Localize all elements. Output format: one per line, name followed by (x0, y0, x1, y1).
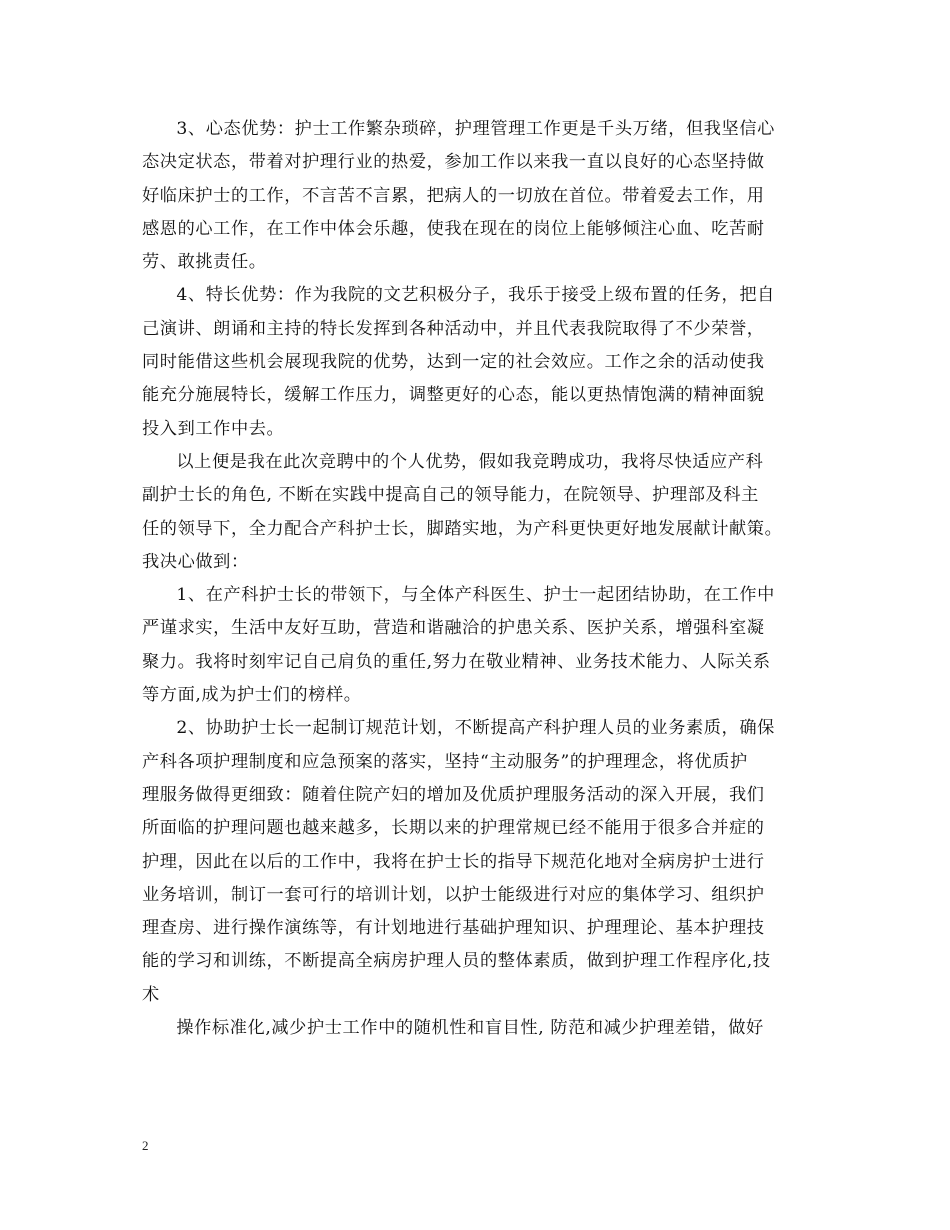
text-line: 1、在产科护士长的带领下，与全体产科医生、护士一起团结协助，在工作中 (176, 585, 775, 606)
text-line: 己演讲、朗诵和主持的特长发挥到各种活动中，并且代表我院取得了不少荣誉， (142, 318, 765, 339)
text-line: 任的领导下，全力配合产科护士长，脚踏实地，为产科更快更好地发展献计献策。 (142, 518, 783, 539)
paragraph-talent-advantage (142, 279, 824, 445)
paragraph-continuation (142, 1012, 824, 1045)
text-line: 严谨求实，生活中友好互助，营造和谐融洽的护患关系、医护关系，增强科室凝 (142, 618, 765, 639)
text-line: 操作标准化,减少护士工作中的随机性和盲目性, 防范和减少护理差错，做好 (176, 1018, 764, 1039)
text-line: 能的学习和训练，不断提高全病房护理人员的整体素质，做到护理工作程序化,技 (142, 951, 771, 972)
text-line: 2、协助护士长一起制订规范计划，不断提高产科护理人员的业务素质，确保 (176, 718, 775, 739)
text-line: 护理，因此在以后的工作中，我将在护士长的指导下规范化地对全病房护士进行 (142, 851, 765, 872)
text-line: 能充分施展特长，缓解工作压力，调整更好的心态，能以更热情饱满的精神面貌 (142, 385, 765, 406)
paragraph-resolution-1 (142, 579, 824, 712)
text-line: 我决心做到： (142, 551, 249, 572)
paragraph-mindset-advantage (142, 113, 824, 279)
text-line: 产科各项护理制度和应急预案的落实，坚持“主动服务”的护理理念，将优质护 (142, 751, 748, 772)
page-number: 2 (142, 1138, 149, 1153)
text-line: 所面临的护理问题也越来越多，长期以来的护理常规已经不能用于很多合并症的 (142, 818, 765, 839)
paragraph-resolution-2 (142, 712, 824, 1012)
text-line: 好临床护士的工作，不言苦不言累，把病人的一切放在首位。带着爱去工作，用 (142, 185, 765, 206)
text-line: 感恩的心工作，在工作中体会乐趣，使我在现在的岗位上能够倾注心血、吃苦耐 (142, 218, 765, 239)
text-line: 副护士长的角色, 不断在实践中提高自己的领导能力，在院领导、护理部及科主 (142, 485, 759, 506)
document-body (142, 113, 824, 1045)
text-line: 理服务做得更细致：随着住院产妇的增加及优质护理服务活动的深入开展，我们 (142, 784, 765, 805)
text-line: 投入到工作中去。 (142, 418, 285, 439)
text-line: 术 (142, 984, 160, 1005)
text-line: 理查房、进行操作演练等，有计划地进行基础护理知识、护理理论、基本护理技 (142, 918, 765, 939)
text-line: 聚力。我将时刻牢记自己肩负的重任,努力在敬业精神、业务技术能力、人际关系 (142, 651, 771, 672)
paragraph-summary (142, 446, 824, 579)
text-line: 4、特长优势：作为我院的文艺积极分子，我乐于接受上级布置的任务，把自 (176, 285, 775, 306)
text-line: 同时能借这些机会展现我院的优势，达到一定的社会效应。工作之余的活动使我 (142, 352, 765, 373)
text-line: 等方面,成为护士们的榜样。 (142, 685, 362, 706)
text-line: 3、心态优势：护士工作繁杂琐碎，护理管理工作更是千头万绪，但我坚信心 (176, 119, 775, 139)
text-line: 态决定状态，带着对护理行业的热爱，参加工作以来我一直以良好的心态坚持做 (142, 152, 765, 173)
text-line: 劳、敢挑责任。 (142, 252, 267, 273)
text-line: 以上便是我在此次竞聘中的个人优势，假如我竞聘成功，我将尽快适应产科 (176, 451, 764, 472)
text-line: 业务培训，制订一套可行的培训计划，以护士能级进行对应的集体学习、组织护 (142, 884, 765, 905)
